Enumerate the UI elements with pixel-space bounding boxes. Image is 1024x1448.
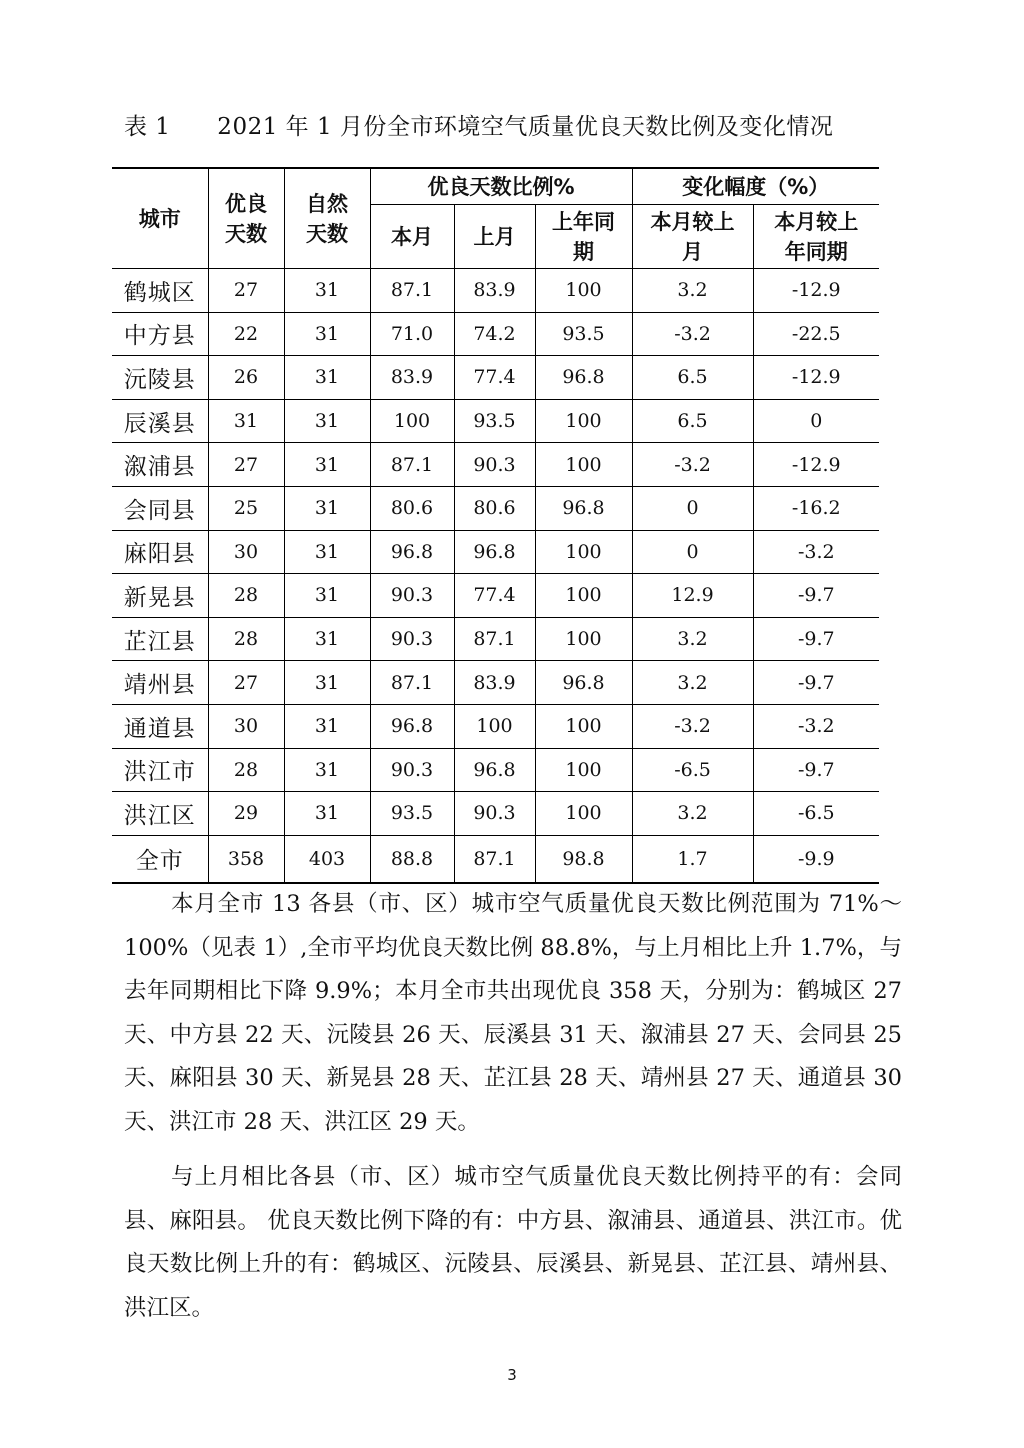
cell-vs-last-month: 3.2 (632, 792, 753, 836)
table-row (112, 661, 879, 705)
table-row (112, 486, 879, 530)
header-vs-last-year: 本月较上 年同期 (753, 205, 879, 269)
cell-natural-days: 31 (284, 269, 370, 313)
paragraph-comparison: 与上月相比各县（市、区）城市空气质量优良天数比例持平的有：会同县、麻阳县。 优良天数比例下降的有：中方县、溆浦县、通道县、洪江市。优良天数比例上升的有：鹤城区、沅陵县、辰溪县、新晃县、芷江县、靖州县、洪江区。 (124, 1164, 902, 1321)
cell-vs-last-month: -6.5 (632, 748, 753, 792)
cell-last-year: 98.8 (535, 835, 632, 883)
cell-good-days: 28 (208, 574, 284, 618)
cell-city: 通道县 (112, 704, 208, 748)
cell-last-year: 100 (535, 792, 632, 836)
cell-city: 鹤城区 (112, 269, 208, 313)
cell-natural-days: 31 (284, 704, 370, 748)
cell-vs-last-month: 6.5 (632, 399, 753, 443)
cell-vs-last-year: -6.5 (753, 792, 879, 836)
cell-good-days: 28 (208, 617, 284, 661)
cell-last-year: 100 (535, 617, 632, 661)
cell-natural-days: 31 (284, 792, 370, 836)
cell-last-month: 90.3 (454, 792, 535, 836)
cell-last-month: 93.5 (454, 399, 535, 443)
cell-this-month: 96.8 (370, 704, 454, 748)
cell-good-days: 358 (208, 835, 284, 883)
cell-vs-last-year: -3.2 (753, 704, 879, 748)
cell-vs-last-year: -9.7 (753, 748, 879, 792)
cell-this-month: 87.1 (370, 443, 454, 487)
cell-last-year: 100 (535, 748, 632, 792)
header-change-group: 变化幅度（%） (632, 168, 879, 205)
cell-vs-last-year: -12.9 (753, 443, 879, 487)
cell-last-month: 87.1 (454, 617, 535, 661)
header-row-1 (112, 168, 879, 205)
cell-natural-days: 31 (284, 312, 370, 356)
cell-this-month: 93.5 (370, 792, 454, 836)
cell-last-year: 96.8 (535, 356, 632, 400)
cell-vs-last-month: 3.2 (632, 617, 753, 661)
cell-last-month: 77.4 (454, 574, 535, 618)
cell-last-month: 77.4 (454, 356, 535, 400)
cell-this-month: 88.8 (370, 835, 454, 883)
table-body (112, 269, 879, 883)
cell-good-days: 27 (208, 443, 284, 487)
table-row (112, 704, 879, 748)
cell-this-month: 90.3 (370, 748, 454, 792)
cell-vs-last-year: -16.2 (753, 486, 879, 530)
air-quality-table (112, 167, 879, 884)
cell-natural-days: 31 (284, 661, 370, 705)
cell-vs-last-month: 0 (632, 486, 753, 530)
table-row (112, 443, 879, 487)
cell-last-month: 83.9 (454, 661, 535, 705)
cell-vs-last-month: 6.5 (632, 356, 753, 400)
header-last-month: 上月 (454, 205, 535, 269)
cell-good-days: 26 (208, 356, 284, 400)
cell-natural-days: 31 (284, 530, 370, 574)
table-row (112, 530, 879, 574)
cell-natural-days: 31 (284, 617, 370, 661)
cell-vs-last-year: 0 (753, 399, 879, 443)
paragraph-summary: 本月全市 13 各县（市、区）城市空气质量优良天数比例范围为 71%～100%（见表 1）,全市平均优良天数比例 88.8%，与上月相比上升 1.7%，与去年同期相比下降 9.9%；本月全市共出现优良 358 天，分别为：鹤城区 27 天、中方县 22 天、沅陵县 26 天、辰溪县 31 天、溆浦县 27 天、会同县 25 天、麻阳县 30 天、新晃县 28 天、芷江县 28 天、靖州县 27 天、通道县 30 天、洪江市 28 天、洪江区 29 天。 (124, 891, 902, 1135)
cell-this-month: 80.6 (370, 486, 454, 530)
cell-vs-last-year: -9.7 (753, 617, 879, 661)
cell-city: 洪江区 (112, 792, 208, 836)
table-row (112, 835, 879, 883)
cell-city: 芷江县 (112, 617, 208, 661)
cell-last-month: 96.8 (454, 748, 535, 792)
cell-vs-last-year: -22.5 (753, 312, 879, 356)
cell-last-month: 87.1 (454, 835, 535, 883)
cell-last-year: 100 (535, 704, 632, 748)
cell-this-month: 100 (370, 399, 454, 443)
header-last-year: 上年同 期 (535, 205, 632, 269)
cell-natural-days: 31 (284, 443, 370, 487)
cell-good-days: 27 (208, 661, 284, 705)
cell-city: 新晃县 (112, 574, 208, 618)
cell-this-month: 87.1 (370, 269, 454, 313)
cell-good-days: 28 (208, 748, 284, 792)
cell-natural-days: 31 (284, 356, 370, 400)
cell-good-days: 30 (208, 530, 284, 574)
cell-vs-last-month: 3.2 (632, 269, 753, 313)
header-ratio-group: 优良天数比例% (370, 168, 632, 205)
cell-vs-last-month: 0 (632, 530, 753, 574)
cell-vs-last-month: -3.2 (632, 704, 753, 748)
cell-vs-last-year: -9.7 (753, 661, 879, 705)
cell-this-month: 83.9 (370, 356, 454, 400)
table-row (112, 312, 879, 356)
cell-natural-days: 31 (284, 399, 370, 443)
cell-vs-last-month: 12.9 (632, 574, 753, 618)
cell-last-month: 90.3 (454, 443, 535, 487)
cell-last-year: 100 (535, 530, 632, 574)
cell-vs-last-year: -9.9 (753, 835, 879, 883)
cell-natural-days: 31 (284, 748, 370, 792)
cell-this-month: 96.8 (370, 530, 454, 574)
header-good-days: 优良 天数 (208, 168, 284, 269)
header-vs-last-month: 本月较上 月 (632, 205, 753, 269)
cell-last-month: 100 (454, 704, 535, 748)
cell-last-year: 100 (535, 269, 632, 313)
cell-city: 沅陵县 (112, 356, 208, 400)
cell-last-year: 100 (535, 399, 632, 443)
cell-this-month: 90.3 (370, 574, 454, 618)
page-number: 3 (507, 1366, 517, 1384)
cell-vs-last-year: -12.9 (753, 269, 879, 313)
cell-last-year: 96.8 (535, 486, 632, 530)
cell-vs-last-month: -3.2 (632, 443, 753, 487)
cell-this-month: 71.0 (370, 312, 454, 356)
cell-last-year: 96.8 (535, 661, 632, 705)
cell-last-month: 80.6 (454, 486, 535, 530)
cell-city: 全市 (112, 835, 208, 883)
cell-last-year: 100 (535, 574, 632, 618)
cell-vs-last-month: -3.2 (632, 312, 753, 356)
cell-good-days: 30 (208, 704, 284, 748)
table-row (112, 356, 879, 400)
header-natural-days: 自然 天数 (284, 168, 370, 269)
cell-city: 会同县 (112, 486, 208, 530)
cell-last-month: 74.2 (454, 312, 535, 356)
table-row (112, 399, 879, 443)
cell-city: 麻阳县 (112, 530, 208, 574)
cell-this-month: 90.3 (370, 617, 454, 661)
cell-city: 靖州县 (112, 661, 208, 705)
cell-vs-last-year: -3.2 (753, 530, 879, 574)
cell-good-days: 29 (208, 792, 284, 836)
table-row (112, 748, 879, 792)
cell-good-days: 27 (208, 269, 284, 313)
cell-last-month: 96.8 (454, 530, 535, 574)
table-row (112, 617, 879, 661)
cell-city: 中方县 (112, 312, 208, 356)
cell-city: 溆浦县 (112, 443, 208, 487)
cell-vs-last-year: -12.9 (753, 356, 879, 400)
cell-good-days: 22 (208, 312, 284, 356)
cell-last-month: 83.9 (454, 269, 535, 313)
cell-last-year: 93.5 (535, 312, 632, 356)
cell-city: 辰溪县 (112, 399, 208, 443)
cell-vs-last-month: 1.7 (632, 835, 753, 883)
table-row (112, 574, 879, 618)
cell-this-month: 87.1 (370, 661, 454, 705)
cell-last-year: 100 (535, 443, 632, 487)
cell-vs-last-month: 3.2 (632, 661, 753, 705)
table-caption: 表 1 2021 年 1 月份全市环境空气质量优良天数比例及变化情况 (124, 114, 834, 140)
cell-natural-days: 31 (284, 574, 370, 618)
cell-good-days: 25 (208, 486, 284, 530)
cell-vs-last-year: -9.7 (753, 574, 879, 618)
cell-natural-days: 31 (284, 486, 370, 530)
cell-natural-days: 403 (284, 835, 370, 883)
header-city: 城市 (112, 168, 208, 269)
cell-good-days: 31 (208, 399, 284, 443)
header-this-month: 本月 (370, 205, 454, 269)
cell-city: 洪江市 (112, 748, 208, 792)
table-row (112, 269, 879, 313)
table-row (112, 792, 879, 836)
